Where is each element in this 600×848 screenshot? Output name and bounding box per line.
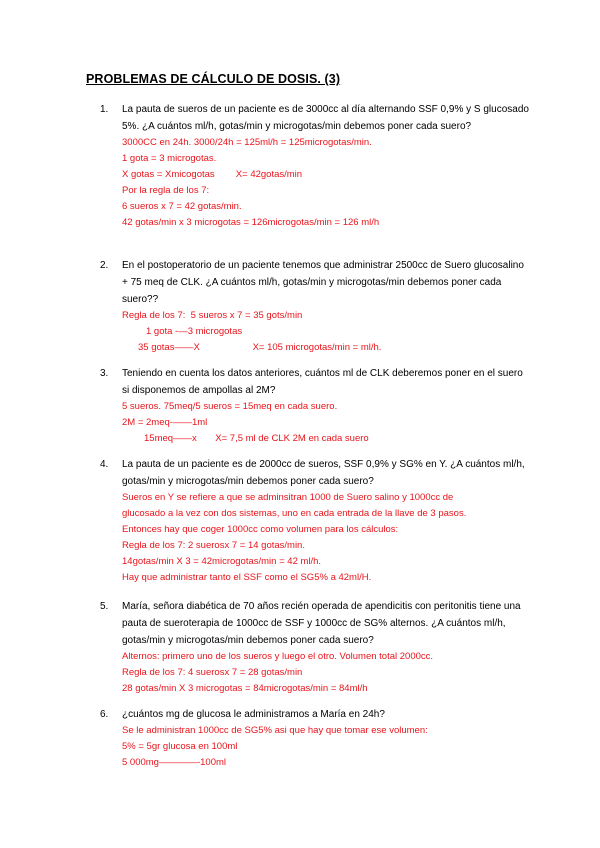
answer-line: 15meq——x X= 7,5 ml de CLK 2M en cada suero — [144, 433, 369, 444]
problem-answer — [122, 308, 530, 356]
problem-answer — [122, 135, 530, 231]
answer-line: 35 gotas——X X= 105 microgotas/min = ml/h. — [138, 342, 382, 353]
page-title: PROBLEMAS DE CÁLCULO DE DOSIS. (3) — [86, 72, 341, 86]
problem-number: 6. — [100, 709, 109, 720]
problem-question: La pauta de un paciente es de 2000cc de sueros, SSF 0,9% y SG% en Y. ¿A cuántos ml/h, gotas/min y microgotas/min debemos poner cada suero? — [122, 459, 525, 487]
answer-line: 14gotas/min X 3 = 42microgotas/min = 42 ml/h. — [122, 556, 322, 567]
answer-line: Por la regla de los 7: — [122, 185, 210, 196]
problem-answer — [122, 490, 530, 586]
answer-line: Entonces hay que coger 1000cc como volumen para los cálculos: — [122, 524, 399, 535]
answer-line: 1 gota -—3 microgotas — [146, 326, 243, 337]
answer-line: Hay que administrar tanto el SSF como el SG5% a 42ml/H. — [122, 572, 372, 583]
answer-line: Se le administran 1000cc de SG5% asi que hay que tomar ese volumen: — [122, 725, 428, 736]
answer-line: 42 gotas/min x 3 microgotas = 126microgotas/min = 126 ml/h — [122, 217, 380, 228]
answer-line: 5 000mg————-100ml — [122, 757, 227, 768]
answer-line: X gotas = Xmicogotas X= 42gotas/min — [122, 169, 303, 180]
answer-line: 2M = 2meq-——1ml — [122, 417, 208, 428]
answer-line: 5% = 5gr glucosa en 100ml — [122, 741, 238, 752]
problem-question: ¿cuántos mg de glucosa le administramos a María en 24h? — [122, 709, 385, 720]
problem-5 — [100, 598, 530, 697]
problem-question: En el postoperatorio de un paciente tenemos que administrar 2500cc de Suero glucosalino + 75 meq de CLK. ¿A cuántos ml/h, gotas/min y microgotas/min debemos poner cada suero?? — [122, 260, 524, 305]
answer-line: 1 gota = 3 microgotas. — [122, 153, 217, 164]
problem-6 — [100, 706, 530, 771]
problem-2 — [100, 257, 530, 356]
answer-line: Alternos: primero uno de los sueros y luego el otro. Volumen total 2000cc. — [122, 651, 434, 662]
problem-3 — [100, 365, 530, 447]
problem-question: La pauta de sueros de un paciente es de 3000cc al día alternando SSF 0,9% y S glucosado 5%. ¿A cuántos ml/h, gotas/min y microgotas/min debemos poner cada suero? — [122, 104, 529, 132]
problem-answer — [122, 649, 530, 697]
problem-number: 3. — [100, 368, 109, 379]
problem-question: María, señora diabética de 70 años recién operada de apendicitis con peritonitis tiene una pauta de sueroterapia de 1000cc de SSF y 1000cc de SG% alternos. ¿A cuántos ml/h, gotas/min y microgotas/min debemos poner cada suero? — [122, 601, 521, 646]
problem-number: 1. — [100, 104, 109, 115]
answer-line: 3000CC en 24h. 3000/24h = 125ml/h = 125microgotas/min. — [122, 137, 372, 148]
answer-line: 5 sueros. 75meq/5 sueros = 15meq en cada suero. — [122, 401, 338, 412]
problem-number: 4. — [100, 459, 109, 470]
problem-4 — [100, 456, 530, 586]
answer-line: Sueros en Y se refiere a que se adminsitran 1000 de Suero salino y 1000cc de — [122, 492, 454, 503]
answer-line: Regla de los 7: 5 sueros x 7 = 35 gots/min — [122, 310, 303, 321]
problem-answer — [122, 399, 530, 447]
problem-question: Teniendo en cuenta los datos anteriores, cuántos ml de CLK deberemos poner en el suero si disponemos de ampollas al 2M? — [122, 368, 523, 396]
problem-number: 2. — [100, 260, 109, 271]
answer-line: Regla de los 7: 4 suerosx 7 = 28 gotas/min — [122, 667, 303, 678]
answer-line: 28 gotas/min X 3 microgotas = 84microgotas/min = 84ml/h — [122, 683, 368, 694]
problem-number: 5. — [100, 601, 109, 612]
answer-line: glucosado a la vez con dos sistemas, uno en cada entrada de la llave de 3 pasos. — [122, 508, 467, 519]
problem-answer — [122, 723, 530, 771]
problem-1 — [100, 101, 530, 231]
answer-line: Regla de los 7: 2 suerosx 7 = 14 gotas/min. — [122, 540, 305, 551]
answer-line: 6 sueros x 7 = 42 gotas/min. — [122, 201, 242, 212]
